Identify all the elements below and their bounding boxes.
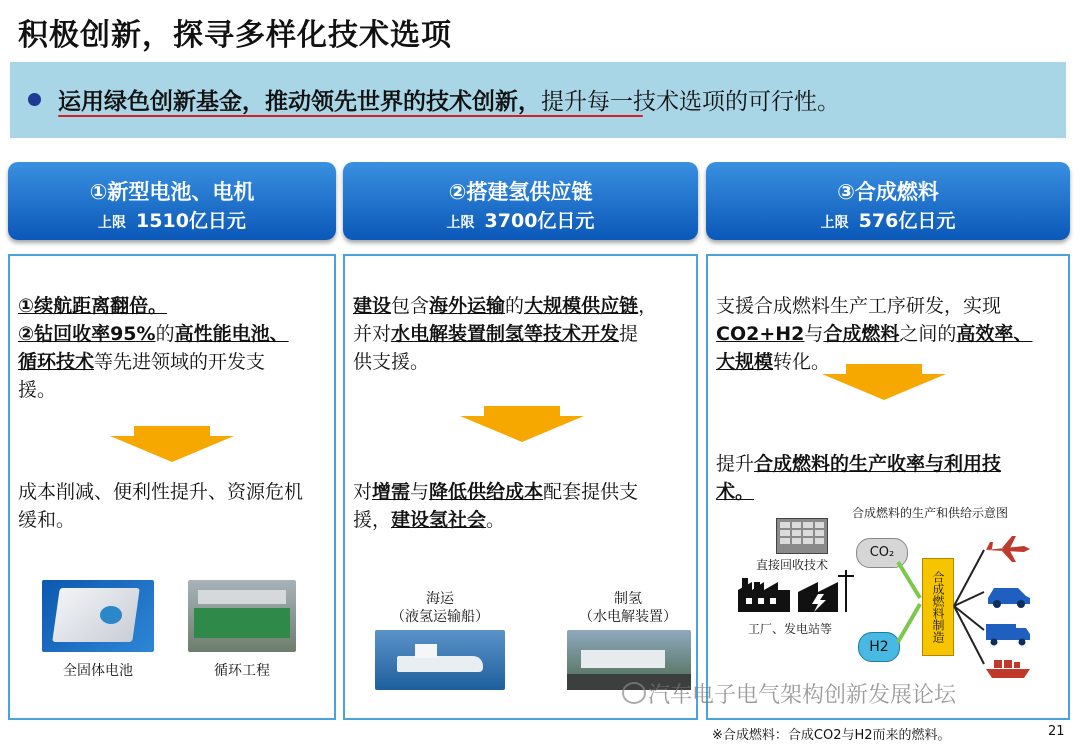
image-caption: 循环工程 (214, 663, 270, 679)
column-title: ①新型电池、电机 (89, 180, 255, 204)
emph-text: 循环技术 (18, 351, 95, 373)
plain-text: 与 (410, 481, 430, 503)
plain-text: 配套提供支 (543, 481, 639, 503)
h2-cloud: H2 (858, 632, 900, 662)
plain-text: 援。 (18, 379, 57, 401)
hydrogen-ship-image (375, 630, 505, 690)
limit-value: 576亿日元 (858, 210, 956, 232)
panel-battery (8, 254, 336, 720)
plain-text: ， (638, 295, 658, 317)
column-limit (8, 206, 336, 233)
plain-text: 供支援。 (353, 351, 430, 373)
limit-label: 上限 (98, 215, 127, 231)
plain-text: 。 (486, 509, 506, 531)
page-number: 21 (1048, 724, 1065, 739)
column-header-synfuel (706, 162, 1070, 240)
recycling-process-image (188, 580, 296, 652)
emph-text: 降低供给成本 (429, 481, 544, 503)
limit-value: 3700亿日元 (484, 210, 595, 232)
limit-value: 1510亿日元 (136, 210, 246, 232)
down-arrow (822, 364, 946, 400)
emph-text: 建设 (353, 295, 392, 317)
factory-power-plant-icon (734, 570, 854, 614)
emph-text: 增需 (372, 481, 411, 503)
emph-text: 术。 (716, 481, 755, 503)
panel-battery-text1 (18, 292, 328, 404)
emph-text: ②钻回收率95% (18, 323, 156, 345)
column-header-battery (8, 162, 336, 240)
panel-battery-text2: 成本削减、便利性提升、资源危机缓和。 (18, 481, 304, 531)
plain-text: 提 (619, 323, 639, 345)
direct-air-capture-icon (776, 518, 828, 554)
page-title: 积极创新，探寻多样化技术选项 (18, 18, 452, 53)
panel-synfuel (706, 254, 1070, 720)
limit-label: 上限 (820, 215, 849, 231)
wechat-icon (622, 682, 646, 704)
plain-text: 提升 (716, 453, 755, 475)
plain-text: 等先进领域的开发支 (94, 351, 266, 373)
bullet-dot (28, 93, 41, 106)
column-title: ②搭建氢供应链 (448, 180, 593, 204)
plain-text: 的 (155, 323, 175, 345)
panel-hydrogen-text1 (353, 292, 693, 376)
emph-text: CO2+H2 (716, 323, 805, 345)
synthesis-box: 合成燃料制造 (922, 558, 954, 656)
plain-text: 的 (505, 295, 525, 317)
column-title: ③合成燃料 (837, 180, 939, 204)
car-icon (984, 582, 1032, 608)
dac-label: 直接回收技术 (756, 558, 829, 572)
red-underline (58, 115, 643, 117)
co2-cloud: CO₂ (856, 538, 908, 568)
solid-state-battery-image (42, 580, 154, 652)
emph-text: 大规模供应链 (524, 295, 639, 317)
banner-bold-text: 运用绿色创新基金，推动领先世界的技术创新， (58, 89, 541, 115)
column-limit (706, 206, 1070, 233)
banner-text (58, 83, 840, 116)
panel-hydrogen (343, 254, 698, 720)
emph-text: 海外运输 (429, 295, 506, 317)
image-subcaption: （水电解装置） (579, 609, 677, 625)
column-header-hydrogen (343, 162, 698, 240)
summary-banner (10, 62, 1066, 138)
emph-text: 建设氢社会 (391, 509, 487, 531)
emph-text: 高性能电池、 (174, 323, 289, 345)
ship-icon (984, 656, 1032, 682)
limit-label: 上限 (446, 215, 475, 231)
emph-text: 大规模 (716, 351, 774, 373)
image-caption: 全固体电池 (63, 663, 133, 679)
truck-icon (984, 620, 1032, 646)
diagram-title: 合成燃料的生产和供给示意图 (852, 506, 1009, 520)
emph-text: 合成燃料 (823, 323, 900, 345)
banner-normal-text: 提升每一技术选项的可行性。 (541, 89, 840, 115)
emph-text: 高效率、 (956, 323, 1033, 345)
panel-hydrogen-text2 (353, 478, 693, 534)
image-caption: 制氢 (614, 591, 642, 607)
emph-text: ①续航距离翻倍。 (18, 295, 168, 317)
image-subcaption: （液氢运输船） (391, 609, 489, 625)
plain-text: 并对 (353, 323, 392, 345)
plain-text: 援， (353, 509, 392, 531)
plain-text: 转化。 (773, 351, 831, 373)
factory-label: 工厂、发电站等 (748, 622, 833, 636)
emph-text: 合成燃料的生产收率与利用技 (754, 453, 1002, 475)
airplane-icon (984, 536, 1032, 562)
plain-text: 包含 (391, 295, 430, 317)
image-caption: 海运 (426, 591, 454, 607)
column-limit (343, 206, 698, 233)
plain-text: 对 (353, 481, 373, 503)
plain-text: 支援合成燃料生产工序研发，实现 (716, 295, 1002, 317)
down-arrow (110, 426, 234, 462)
plain-text: 与 (804, 323, 824, 345)
footnote: ※合成燃料：合成CO2与H2而来的燃料。 (712, 728, 951, 743)
plain-text: 之间的 (899, 323, 957, 345)
watermark-text: 汽车电子电气架构创新发展论坛 (648, 683, 957, 708)
panel-synfuel-text2 (716, 450, 1066, 506)
emph-text: 水电解装置制氢等技术开发 (391, 323, 620, 345)
down-arrow (460, 406, 584, 442)
